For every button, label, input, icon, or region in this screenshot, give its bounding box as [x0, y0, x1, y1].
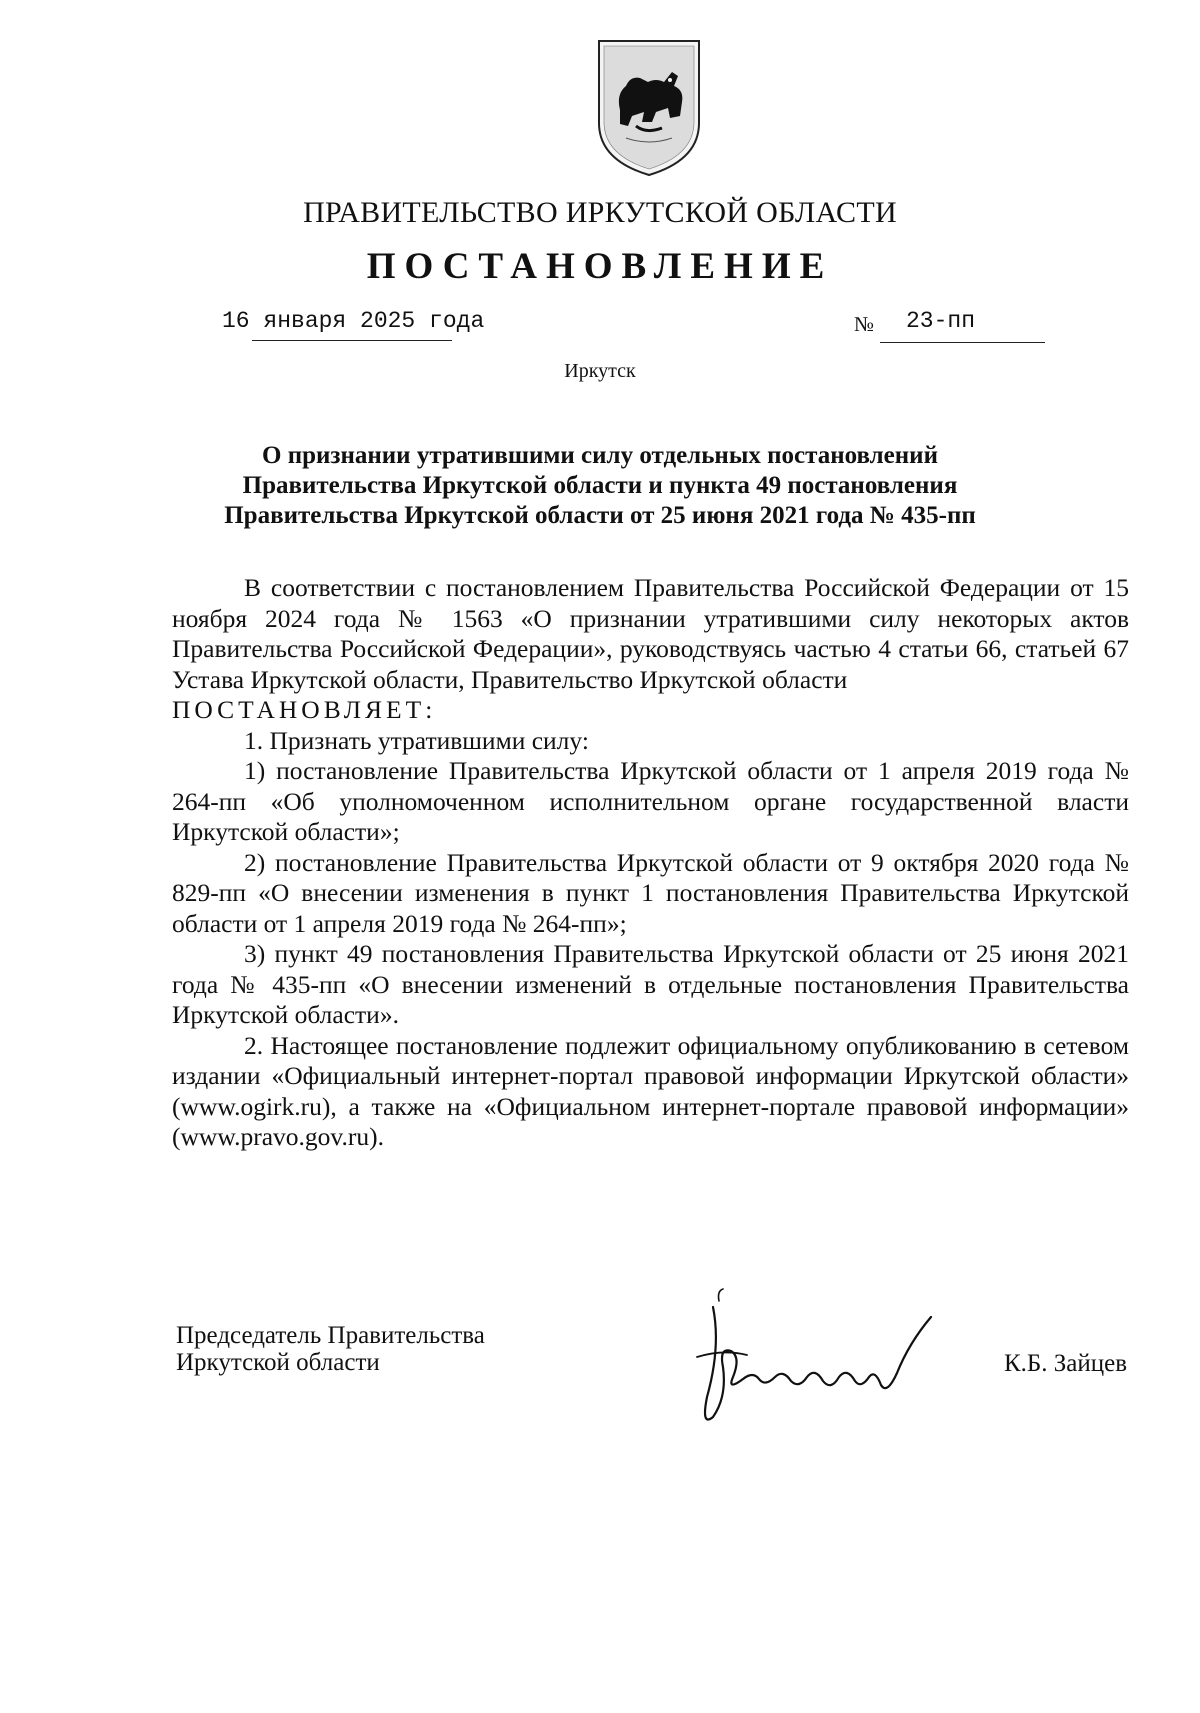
irkutsk-coat-of-arms-icon: [596, 38, 702, 178]
document-body: [172, 573, 1129, 1153]
government-name: ПРАВИТЕЛЬСТВО ИРКУТСКОЙ ОБЛАСТИ: [303, 196, 897, 229]
title-line-2: Правительства Иркутской области и пункта 49 постановления: [242, 472, 958, 499]
preamble-paragraph: В соответствии с постановлением Правительства Российской Федерации от 15 ноября 2024 года № 1563 «О признании утратившими силу некоторых актов Правительства Российской Федерации», руководствуясь частью 4 статьи 66, статьей 67 Устава Иркутской области, Правительство Иркутской области: [172, 573, 1129, 694]
title-line-3: Правительства Иркутской области от 25 июня 2021 года № 435-пп: [224, 502, 976, 529]
document-city: Иркутск: [564, 360, 636, 382]
subitem-3: 3) пункт 49 постановления Правительства Иркутской области от 25 июня 2021 года № 435-пп «О внесении изменений в отдельные постановления Правительства Иркутской области».: [172, 939, 1129, 1029]
subitem-2: 2) постановление Правительства Иркутской области от 9 октября 2020 года № 829-пп «О внесении изменения в пункт 1 постановления Правительства Иркутской области от 1 апреля 2019 года № 264-пп»;: [172, 847, 1129, 938]
item-1: 1. Признать утратившими силу:: [244, 725, 589, 755]
signer-position: [176, 1322, 485, 1376]
document-type: ПОСТАНОВЛЕНИЕ: [366, 246, 834, 287]
signer-name: К.Б. Зайцев: [1004, 1350, 1128, 1377]
date-underline: [252, 340, 452, 341]
item-2: 2. Настоящее постановление подлежит официальному опубликованию в сетевом издании «Официальный интернет-портал правовой информации Иркутской области» (www.ogirk.ru), а также на «Официальном интернет-портале правовой информации» (www.pravo.gov.ru).: [172, 1030, 1129, 1151]
document-title: [180, 441, 1020, 531]
document-date: 16 января 2025 года: [222, 308, 485, 334]
handwritten-signature-icon: [683, 1287, 943, 1437]
subitem-1: 1) постановление Правительства Иркутской области от 1 апреля 2019 года № 264-пп «Об уполномоченном исполнительном органе государственной власти Иркутской области»;: [172, 756, 1129, 846]
decree-word: ПОСТАНОВЛЯЕТ:: [172, 695, 437, 724]
document-number: 23-пп: [906, 308, 976, 334]
number-sign: №: [854, 312, 875, 336]
signer-position-line-1: Председатель Правительства: [176, 1322, 485, 1349]
number-underline: [880, 342, 1045, 343]
signer-position-line-2: Иркутской области: [176, 1349, 380, 1376]
title-line-1: О признании утратившими силу отдельных постановлений: [262, 442, 938, 469]
